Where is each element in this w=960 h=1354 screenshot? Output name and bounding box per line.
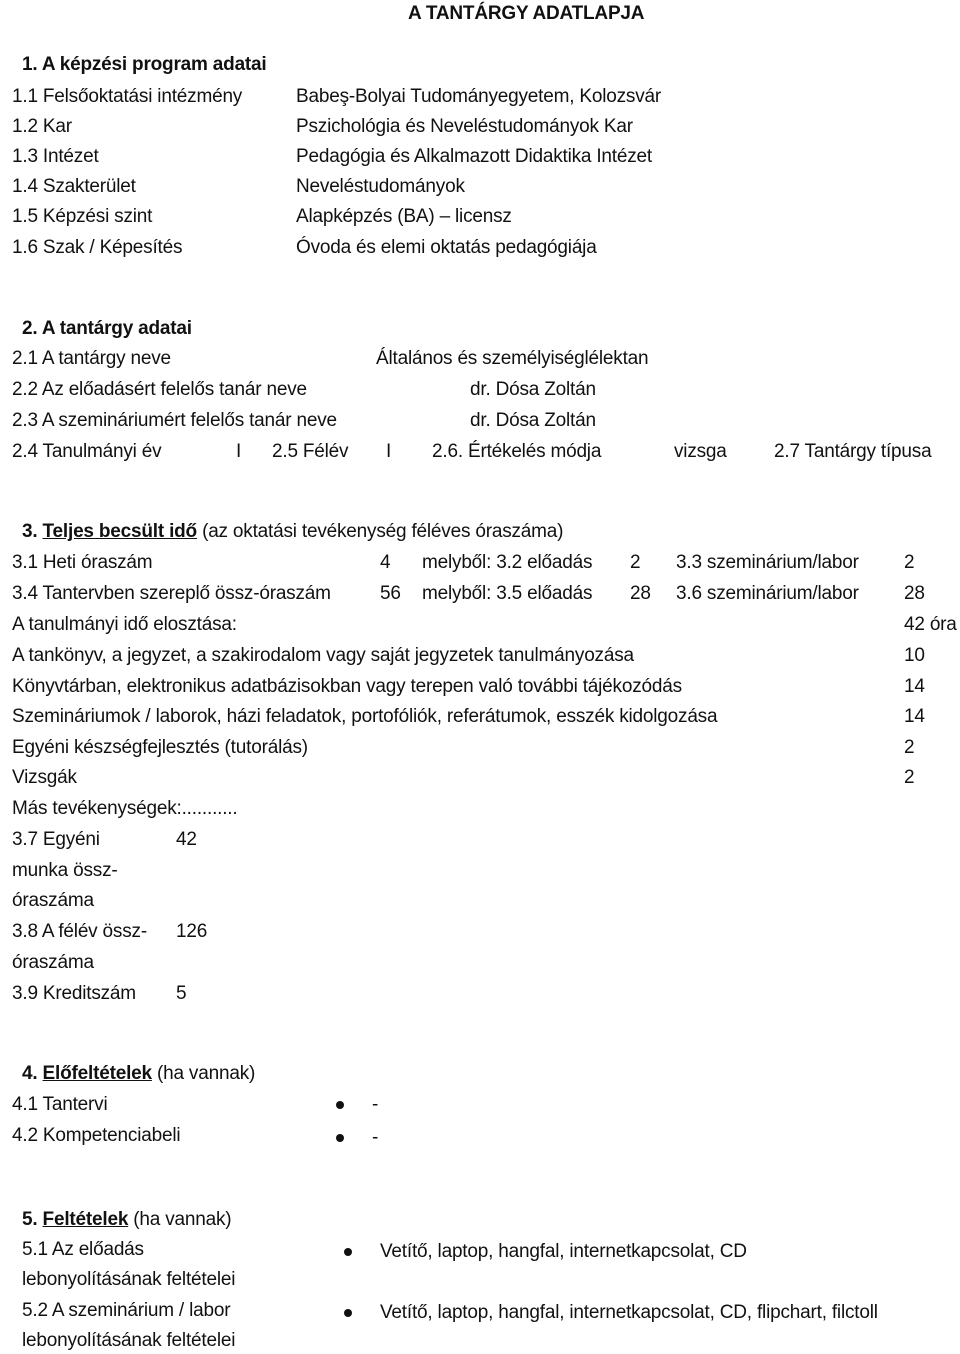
semester-total-label: óraszáma bbox=[12, 952, 94, 973]
other-activities-label: Más tevékenységek:........... bbox=[12, 798, 238, 819]
bullet-icon bbox=[344, 1309, 352, 1317]
seminar-conditions-label: lebonyolításának feltételei bbox=[22, 1330, 236, 1351]
study-year-label: 2.4 Tanulmányi év bbox=[12, 441, 162, 462]
activity-value: 14 bbox=[904, 706, 925, 727]
credits-label: 3.9 Kreditszám bbox=[12, 983, 136, 1004]
course-name-label: 2.1 A tantárgy neve bbox=[12, 348, 171, 369]
document-title: A TANTÁRGY ADATLAPJA bbox=[408, 3, 645, 24]
field-value: Neveléstudományok bbox=[296, 176, 465, 197]
institution-label: 1.1 Felsőoktatási intézmény bbox=[12, 86, 243, 107]
faculty-label: 1.2 Kar bbox=[12, 116, 72, 137]
activity-label: Szemináriumok / laborok, házi feladatok, portofóliók, referátumok, esszék kidolgozása bbox=[12, 706, 718, 727]
semester-value: I bbox=[386, 441, 392, 462]
competence-prereq-value: - bbox=[372, 1127, 379, 1148]
individual-work-label: 3.7 Egyéni bbox=[12, 829, 100, 850]
distribution-unit: 42 óra bbox=[904, 614, 957, 635]
section-3-title: Teljes becsült idő bbox=[42, 521, 197, 542]
section-3-heading bbox=[22, 522, 563, 541]
faculty-value: Pszichológia és Neveléstudományok Kar bbox=[296, 116, 633, 137]
lecture-conditions-label: 5.1 Az előadás bbox=[22, 1239, 144, 1260]
evaluation-value: vizsga bbox=[674, 441, 727, 462]
total-seminar-label: 3.6 szeminárium/labor bbox=[676, 583, 859, 604]
section-5-title: Feltételek bbox=[42, 1209, 129, 1230]
evaluation-label: 2.6. Értékelés módja bbox=[432, 441, 602, 462]
field-label: 1.4 Szakterület bbox=[12, 176, 136, 197]
total-seminar-value: 28 bbox=[904, 583, 925, 604]
section-5-number: 5. bbox=[22, 1209, 38, 1230]
activity-value: 14 bbox=[904, 676, 925, 697]
activity-value: 10 bbox=[904, 645, 925, 666]
weekly-seminar-value: 2 bbox=[904, 552, 915, 573]
semester-total-label: 3.8 A félév össz- bbox=[12, 921, 147, 942]
activity-label: Vizsgák bbox=[12, 767, 77, 788]
course-name-value: Általános és személyiséglélektan bbox=[376, 348, 649, 369]
activity-label: Könyvtárban, elektronikus adatbázisokban vagy terepen való további tájékozódás bbox=[12, 676, 682, 697]
seminar-conditions-label: 5.2 A szeminárium / labor bbox=[22, 1300, 231, 1321]
specialization-label: 1.6 Szak / Képesítés bbox=[12, 237, 183, 258]
specialization-value: Óvoda és elemi oktatás pedagógiája bbox=[296, 237, 597, 258]
credits-value: 5 bbox=[176, 983, 187, 1004]
curricular-prereq-value: - bbox=[372, 1094, 379, 1115]
semester-label: 2.5 Félév bbox=[272, 441, 349, 462]
weekly-lecture-value: 2 bbox=[630, 552, 641, 573]
activity-label: Egyéni készségfejlesztés (tutorálás) bbox=[12, 737, 308, 758]
section-4-subtitle: (ha vannak) bbox=[156, 1063, 256, 1084]
bullet-icon bbox=[336, 1134, 344, 1142]
bullet-icon bbox=[336, 1101, 344, 1109]
lecture-conditions-label: lebonyolításának feltételei bbox=[22, 1269, 236, 1290]
level-value: Alapképzés (BA) – licensz bbox=[296, 206, 512, 227]
seminar-teacher-label: 2.3 A szemináriumért felelős tanár neve bbox=[12, 410, 337, 431]
semester-total-value: 126 bbox=[176, 921, 208, 942]
section-4-title: Előfeltételek bbox=[42, 1063, 152, 1084]
section-4-number: 4. bbox=[22, 1063, 38, 1084]
bullet-icon bbox=[344, 1248, 352, 1256]
individual-work-value: 42 bbox=[176, 829, 197, 850]
institution-value: Babeş-Bolyai Tudományegyetem, Kolozsvár bbox=[296, 86, 662, 107]
weekly-seminar-label: 3.3 szeminárium/labor bbox=[676, 552, 859, 573]
total-hours-label: 3.4 Tantervben szereplő össz-óraszám bbox=[12, 583, 331, 604]
weekly-hours-label: 3.1 Heti óraszám bbox=[12, 552, 153, 573]
section-1-heading: 1. A képzési program adatai bbox=[22, 54, 267, 75]
section-2-heading: 2. A tantárgy adatai bbox=[22, 318, 192, 339]
weekly-lecture-label: melyből: 3.2 előadás bbox=[422, 552, 593, 573]
section-3-number: 3. bbox=[22, 521, 38, 542]
activity-label: A tankönyv, a jegyzet, a szakirodalom vagy saját jegyzetek tanulmányozása bbox=[12, 645, 634, 666]
lecturer-label: 2.2 Az előadásért felelős tanár neve bbox=[12, 379, 307, 400]
weekly-hours-value: 4 bbox=[380, 552, 391, 573]
institute-label: 1.3 Intézet bbox=[12, 146, 99, 167]
section-5-subtitle: (ha vannak) bbox=[133, 1209, 232, 1230]
distribution-label: A tanulmányi idő elosztása: bbox=[12, 614, 237, 635]
lecturer-value: dr. Dósa Zoltán bbox=[470, 379, 596, 400]
study-year-value: I bbox=[236, 441, 242, 462]
section-3-subtitle: (az oktatási tevékenység féléves óraszáma) bbox=[202, 521, 564, 542]
individual-work-label: óraszáma bbox=[12, 890, 94, 911]
curricular-prereq-label: 4.1 Tantervi bbox=[12, 1094, 108, 1115]
total-lecture-value: 28 bbox=[630, 583, 651, 604]
activity-value: 2 bbox=[904, 767, 915, 788]
seminar-conditions-value: Vetítő, laptop, hangfal, internetkapcsolat, CD, flipchart, filctoll bbox=[380, 1302, 878, 1323]
course-type-label: 2.7 Tantárgy típusa bbox=[774, 441, 932, 462]
competence-prereq-label: 4.2 Kompetenciabeli bbox=[12, 1125, 181, 1146]
section-4-heading bbox=[22, 1064, 255, 1083]
total-hours-value: 56 bbox=[380, 583, 401, 604]
institute-value: Pedagógia és Alkalmazott Didaktika Intézet bbox=[296, 146, 652, 167]
individual-work-label: munka össz- bbox=[12, 860, 118, 881]
lecture-conditions-value: Vetítő, laptop, hangfal, internetkapcsolat, CD bbox=[380, 1241, 747, 1262]
level-label: 1.5 Képzési szint bbox=[12, 206, 153, 227]
section-5-heading bbox=[22, 1210, 231, 1229]
total-lecture-label: melyből: 3.5 előadás bbox=[422, 583, 593, 604]
activity-value: 2 bbox=[904, 737, 915, 758]
seminar-teacher-value: dr. Dósa Zoltán bbox=[470, 410, 596, 431]
